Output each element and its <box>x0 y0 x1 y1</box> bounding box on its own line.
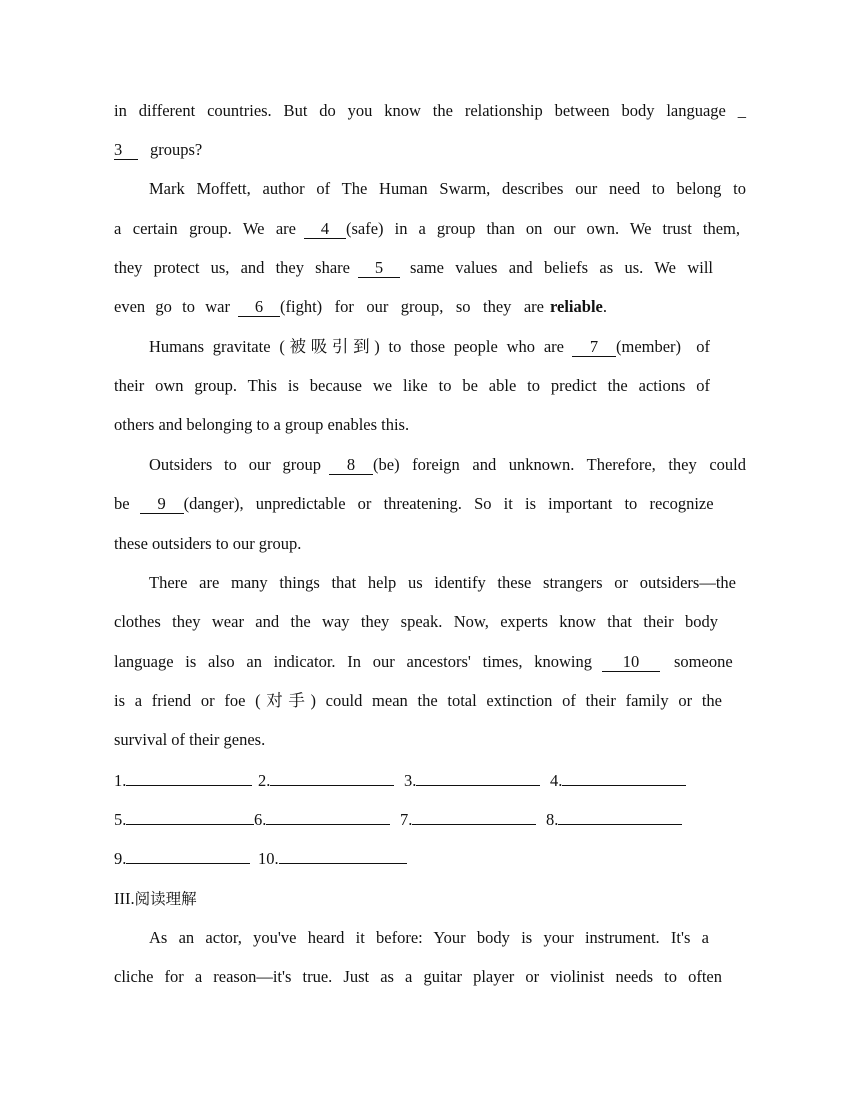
answer-item <box>114 808 254 831</box>
passage-line <box>149 178 746 200</box>
passage-text: There are many things that help us identify these strangers or outsiders—the <box>149 573 736 592</box>
answer-number: 9. <box>114 849 127 868</box>
passage-line <box>114 533 301 555</box>
blank-6[interactable]: 6 <box>238 298 280 317</box>
blank-10[interactable]: 10 <box>602 653 660 672</box>
answer-blank-8[interactable] <box>558 808 682 825</box>
answer-item <box>114 769 252 792</box>
passage-line <box>114 296 607 318</box>
bold-word: reliable <box>550 297 603 316</box>
blank-5[interactable]: 5 <box>358 259 400 278</box>
passage-text: they protect us, and they share <box>114 258 350 277</box>
answer-number: 8. <box>546 810 559 829</box>
answer-item <box>550 769 686 792</box>
passage-text: survival of their genes. <box>114 730 266 749</box>
passage-line <box>149 454 746 476</box>
answer-blank-9[interactable] <box>126 847 250 864</box>
passage-text: others and belonging to a group enables this. <box>114 415 410 434</box>
passage-line <box>114 651 733 673</box>
passage-text: is a friend or foe (对手) could mean the total extinction of their family or the <box>114 691 722 710</box>
passage-text: . <box>602 297 607 316</box>
blank-4[interactable]: 4 <box>304 220 346 239</box>
passage-text: groups? <box>150 140 203 159</box>
passage-text: be <box>114 494 130 513</box>
passage-text: Humans gravitate (被吸引到) to those people who are <box>149 337 564 356</box>
answer-blank-3[interactable] <box>416 769 540 786</box>
answer-item <box>114 847 250 870</box>
passage-line <box>114 218 740 240</box>
reading-line <box>149 927 709 949</box>
answer-blank-7[interactable] <box>412 808 536 825</box>
passage-text: Mark Moffett, author of The Human Swarm, describes our need to belong to <box>149 179 746 198</box>
answer-item <box>258 769 394 792</box>
passage-line <box>114 414 409 436</box>
answer-item <box>546 808 682 831</box>
answer-number: 3. <box>404 771 417 790</box>
passage-text: (be) foreign and unknown. Therefore, they could <box>373 455 746 474</box>
passage-text: these outsiders to our group. <box>114 534 302 553</box>
passage-text: their own group. This is because we like to be able to predict the actions of <box>114 376 710 395</box>
reading-text: As an actor, you've heard it before: Your body is your instrument. It's a <box>149 928 709 947</box>
passage-line <box>114 729 265 751</box>
answer-number: 2. <box>258 771 271 790</box>
passage-line <box>114 139 202 161</box>
passage-text: someone <box>674 652 733 671</box>
answer-blank-5[interactable] <box>126 808 254 825</box>
passage-line <box>114 257 713 279</box>
passage-text: (danger), unpredictable or threatening. So it is important to recognize <box>183 494 714 513</box>
answer-item <box>258 847 407 870</box>
passage-text: clothes they wear and the way they speak. Now, experts know that their body <box>114 612 718 631</box>
passage-line <box>114 100 746 122</box>
reading-line <box>114 966 722 988</box>
passage-line <box>149 572 736 594</box>
passage-line <box>114 375 710 397</box>
passage-text: a certain group. We are <box>114 219 296 238</box>
passage-line <box>149 336 710 358</box>
answer-number: 4. <box>550 771 563 790</box>
passage-text: (member) of <box>616 337 710 356</box>
section-title: 阅读理解 <box>134 890 197 908</box>
answer-item <box>404 769 540 792</box>
blank-9[interactable]: 9 <box>140 495 184 514</box>
passage-text: same values and beliefs as us. We will <box>410 258 713 277</box>
answer-number: 1. <box>114 771 127 790</box>
answer-blank-10[interactable] <box>279 847 407 864</box>
blank-3[interactable]: 3 <box>114 141 138 160</box>
answer-item <box>400 808 536 831</box>
passage-line <box>114 611 718 633</box>
passage-text: language is also an indicator. In our ancestors' times, knowing <box>114 652 592 671</box>
answer-blank-4[interactable] <box>562 769 686 786</box>
answer-blank-6[interactable] <box>266 808 390 825</box>
answer-number: 5. <box>114 810 127 829</box>
passage-text: (safe) in a group than on our own. We trust them, <box>346 219 740 238</box>
section-number: III. <box>114 889 135 908</box>
reading-text: cliche for a reason—it's true. Just as a guitar player or violinist needs to often <box>114 967 722 986</box>
passage-line <box>114 493 714 515</box>
answer-number: 6. <box>254 810 267 829</box>
answer-number: 7. <box>400 810 413 829</box>
section-heading <box>114 888 197 910</box>
passage-text: even go to war <box>114 297 230 316</box>
passage-text: in different countries. But do you know the relationship between body language _ <box>114 101 746 120</box>
answer-number: 10. <box>258 849 279 868</box>
blank-7[interactable]: 7 <box>572 338 616 357</box>
answer-item <box>254 808 390 831</box>
answer-blank-2[interactable] <box>270 769 394 786</box>
answer-blank-1[interactable] <box>126 769 252 786</box>
blank-8[interactable]: 8 <box>329 456 373 475</box>
passage-text: (fight) for our group, so they are <box>280 297 544 316</box>
passage-line <box>114 690 722 712</box>
passage-text: Outsiders to our group <box>149 455 321 474</box>
